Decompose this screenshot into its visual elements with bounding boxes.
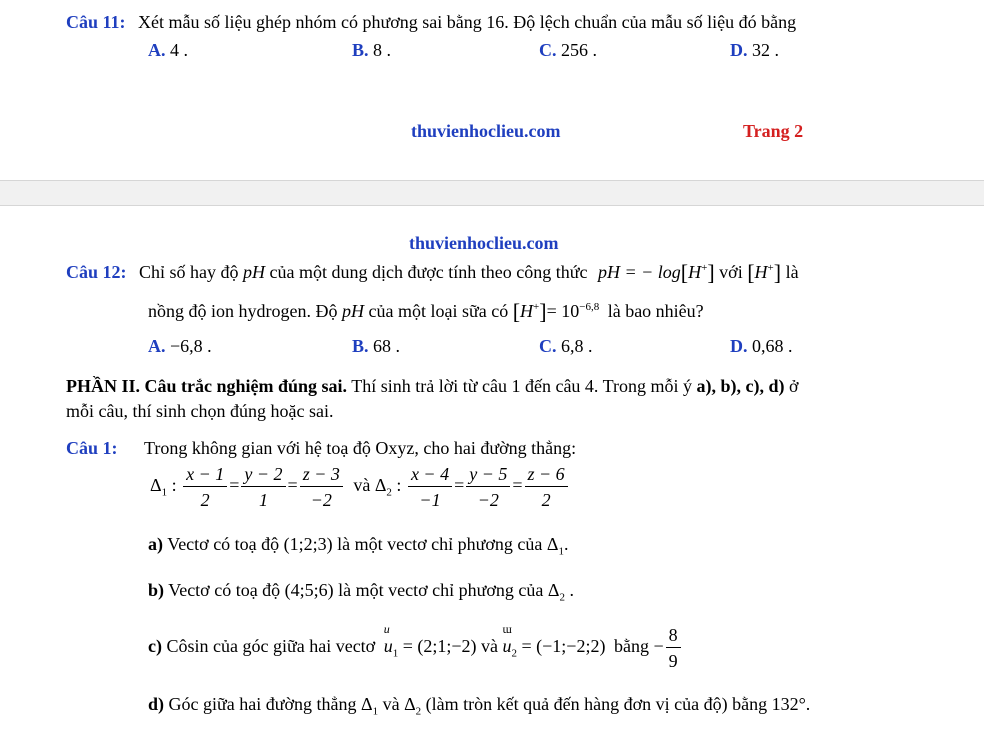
q11-line	[66, 12, 796, 33]
item-text: Vectơ có toạ độ (4;5;6) là một vectơ chỉ phương của	[168, 580, 544, 600]
page-separator	[0, 180, 984, 206]
q12-option-b	[352, 336, 400, 357]
delta-sub: 2	[559, 591, 565, 604]
option-letter: C.	[539, 40, 557, 60]
q1-equations	[150, 463, 570, 511]
fraction	[183, 463, 227, 511]
q1-item-b	[148, 580, 574, 604]
delta-sub: 1	[161, 486, 168, 499]
fraction	[241, 463, 285, 511]
period: .	[563, 534, 569, 554]
q12-h: H	[520, 301, 534, 321]
vector-arrow: ɯ	[502, 622, 512, 637]
q12-plus: +	[767, 262, 774, 274]
part2-text: ở	[788, 376, 799, 396]
delta-symbol: Δ	[361, 694, 373, 714]
footer-site-link[interactable]: thuvienhoclieu.com	[411, 121, 561, 141]
vector-u2-value: = (−1;−2;2)	[521, 636, 606, 657]
frac-num: y − 5	[466, 463, 510, 487]
option-value: 6,8 .	[561, 336, 593, 356]
q12-h: H	[754, 262, 768, 282]
option-value: 8 .	[373, 40, 392, 60]
va-text: và	[382, 694, 400, 714]
option-letter: D.	[730, 336, 748, 356]
delta-sub: 1	[558, 545, 564, 558]
vector-arrow: u	[383, 622, 390, 637]
q11-option-b	[352, 40, 391, 61]
q12-text: là	[785, 262, 799, 282]
q12-text: của một loại sữa có	[368, 301, 509, 321]
q1-line	[66, 438, 576, 459]
item-label: a)	[148, 534, 163, 554]
vector-u: u	[502, 636, 512, 657]
delta-sub: 2	[415, 705, 422, 718]
q11-option-a	[148, 40, 188, 61]
q11-label: Câu 11:	[66, 12, 126, 32]
item-text: Vectơ có toạ độ (1;2;3) là một vectơ chỉ phương của	[167, 534, 543, 554]
delta-symbol: Δ	[404, 694, 416, 714]
minus-sign: −	[653, 636, 664, 657]
period: .	[569, 580, 574, 600]
vector-u1-value: = (2;1;−2)	[402, 636, 477, 657]
frac-den: 2	[200, 490, 210, 510]
frac-den: 9	[668, 651, 678, 671]
colon: :	[396, 475, 402, 496]
q12-text: với	[719, 262, 743, 282]
q12-formula: pH = − log	[598, 262, 681, 282]
q12-plus: +	[533, 301, 540, 313]
vector-u: u	[383, 636, 393, 657]
delta-sub: 2	[386, 486, 392, 499]
q1-item-a	[148, 534, 568, 558]
q12-text: của một dung dịch được tính theo công thức	[269, 262, 588, 282]
option-value: −6,8 .	[170, 336, 212, 356]
q11-option-c	[539, 40, 597, 61]
q12-line2: nồng độ ion hydrogen. Độ pH của một loại sữa có $[H^+]= 10^{-6,8}$ là bao nhiêu?	[148, 299, 704, 324]
option-letter: B.	[352, 40, 369, 60]
va-text: và	[481, 636, 498, 657]
option-letter: A.	[148, 40, 166, 60]
item-label: c)	[148, 636, 162, 657]
vector-sub: 1	[392, 647, 399, 660]
delta-sub: 1	[372, 705, 379, 718]
fraction	[466, 463, 510, 511]
va-text: và	[353, 475, 371, 496]
q12-option-a	[148, 336, 212, 357]
frac-num: z − 6	[525, 463, 568, 487]
part2-line2: mỗi câu, thí sinh chọn đúng hoặc sai.	[66, 401, 334, 421]
q12-eq: = 10	[546, 301, 580, 321]
part2-line1	[66, 376, 799, 397]
q11-text: Xét mẫu số liệu ghép nhóm có phương sai bằng 16. Độ lệch chuẩn của mẫu số liệu đó bằng	[138, 12, 797, 32]
option-value: 0,68 .	[752, 336, 793, 356]
option-value: 4 .	[170, 40, 188, 60]
q12-option-d	[730, 336, 793, 357]
colon: :	[171, 475, 177, 496]
item-label: d)	[148, 694, 165, 714]
eq-sign: =	[512, 475, 523, 496]
q1-item-c	[148, 624, 683, 672]
vector-u2	[502, 622, 518, 660]
delta-symbol: Δ	[150, 475, 162, 496]
q12-label: Câu 12:	[66, 262, 127, 282]
header-site-link[interactable]: thuvienhoclieu.com	[409, 233, 559, 253]
q12-h: H	[688, 262, 702, 282]
vector-u1	[383, 622, 399, 660]
item-text: Côsin của góc giữa hai vectơ	[166, 636, 376, 657]
eq-sign: =	[287, 475, 298, 496]
part2-heading: PHẦN II. Câu trắc nghiệm đúng sai.	[66, 376, 348, 396]
q12-text: Chỉ số hay độ	[139, 262, 239, 282]
option-letter: B.	[352, 336, 369, 356]
frac-num: z − 3	[300, 463, 343, 487]
item-text: Góc giữa hai đường thẳng	[168, 694, 357, 714]
q12-ph: pH	[341, 301, 364, 321]
frac-den: −2	[310, 490, 332, 510]
q1-item-d	[148, 694, 810, 718]
delta-symbol: Δ	[547, 580, 560, 600]
option-letter: D.	[730, 40, 748, 60]
frac-num: y − 2	[241, 463, 285, 487]
frac-num: x − 4	[408, 463, 452, 487]
q12-exp: −6,8	[579, 301, 600, 313]
fraction	[666, 624, 681, 672]
q12-text: nồng độ ion hydrogen. Độ	[148, 301, 338, 321]
q12-text: là bao nhiêu?	[607, 301, 704, 321]
vector-sub: 2	[511, 647, 517, 660]
part2-markers: a), b), c), d)	[696, 376, 785, 396]
frac-den: −1	[419, 490, 441, 510]
item-label: b)	[148, 580, 165, 600]
fraction	[525, 463, 568, 511]
frac-den: −2	[477, 490, 499, 510]
option-value: 32 .	[752, 40, 779, 60]
delta-symbol: Δ	[546, 534, 559, 554]
q11-option-d	[730, 40, 779, 61]
fraction	[300, 463, 343, 511]
q1-intro: Trong không gian với hệ toạ độ Oxyz, cho hai đường thẳng:	[144, 438, 577, 458]
q1-label: Câu 1:	[66, 438, 118, 458]
eq-sign: =	[229, 475, 240, 496]
option-value: 68 .	[373, 336, 401, 356]
fraction	[408, 463, 452, 511]
frac-den: 2	[541, 490, 551, 510]
q12-ph: pH	[243, 262, 266, 282]
bang-text: bằng	[613, 636, 649, 657]
part2-text: Thí sinh trả lời từ câu 1 đến câu 4. Trong mỗi ý	[351, 376, 692, 396]
q12-option-c	[539, 336, 593, 357]
frac-num: 8	[666, 624, 681, 648]
item-text: (làm tròn kết quả đến hàng đơn vị của độ) bằng 132°.	[425, 694, 811, 714]
footer-page-number: Trang 2	[743, 121, 804, 141]
option-value: 256 .	[561, 40, 597, 60]
frac-den: 1	[258, 490, 268, 510]
eq-sign: =	[454, 475, 465, 496]
q12-plus: +	[701, 262, 708, 274]
delta-symbol: Δ	[374, 475, 387, 496]
option-letter: A.	[148, 336, 166, 356]
frac-num: x − 1	[183, 463, 227, 487]
option-letter: C.	[539, 336, 557, 356]
q12-line1: Câu 12: Chỉ số hay độ pH của một dung dịch được tính theo công thức pH = − log[H+] với [H+] là	[66, 260, 799, 285]
